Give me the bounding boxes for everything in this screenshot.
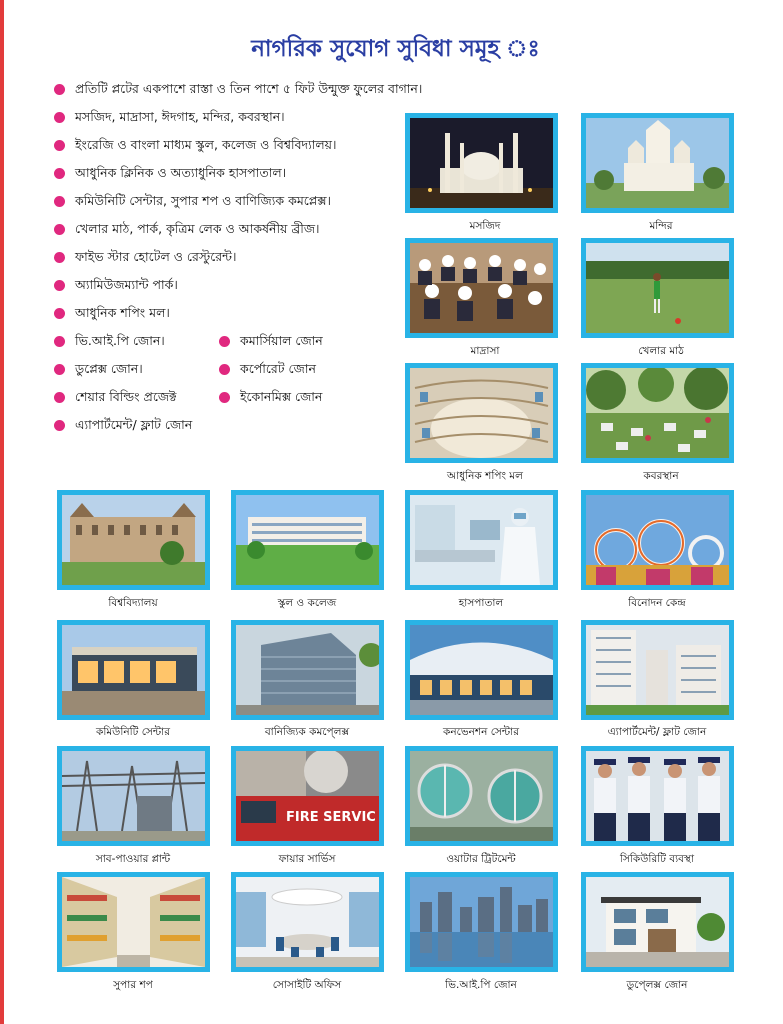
vip-zone-photo xyxy=(405,872,558,972)
bullet-icon xyxy=(54,168,65,179)
list-item: আধুনিক শপিং মল। xyxy=(54,305,170,325)
water-treatment-caption: ওয়াটার ট্রিটমেন্ট xyxy=(446,853,516,865)
list-item: ইংরেজি ও বাংলা মাধ্যম স্কুল, কলেজ ও বিশ্ববিদ্যালয়। xyxy=(54,137,337,157)
amusement-caption: বিনোদন কেন্দ্র xyxy=(628,597,686,609)
bullet-icon xyxy=(219,392,230,403)
school-photo xyxy=(231,490,384,590)
list-item: ফাইভ স্টার হোটেল ও রেস্টুরেন্ট। xyxy=(54,249,236,269)
bullet-icon xyxy=(219,336,230,347)
commercial-caption: বানিজ্যিক কমপে্লক্স xyxy=(264,726,350,738)
fire-service-photo xyxy=(231,746,384,846)
temple-photo xyxy=(581,113,734,213)
water-treatment-photo xyxy=(405,746,558,846)
substation-photo xyxy=(57,746,210,846)
security-caption: সিকিউরিটি ব্যবস্থা xyxy=(619,853,695,865)
hospital-photo xyxy=(405,490,558,590)
mall-photo xyxy=(405,363,558,463)
bullet-icon xyxy=(219,364,230,375)
substation-caption: সাব-পাওয়ার প্লান্ট xyxy=(95,853,171,865)
bullet-icon xyxy=(54,420,65,431)
supershop-caption: সুপার শপ xyxy=(113,979,153,991)
bullet-icon xyxy=(54,364,65,375)
convention-caption: কনভেনশন সেন্টার xyxy=(442,726,520,738)
mosque-photo xyxy=(405,113,558,213)
mall-caption: আধুনিক শপিং মল xyxy=(447,470,523,482)
convention-photo xyxy=(405,620,558,720)
list-item: আধুনিক ক্লিনিক ও অত্যাধুনিক হাসপাতাল। xyxy=(54,165,286,185)
bullet-icon xyxy=(54,336,65,347)
university-photo xyxy=(57,490,210,590)
bullet-icon xyxy=(54,280,65,291)
bullet-icon xyxy=(54,252,65,263)
graveyard-caption: কবরস্থান xyxy=(643,470,679,482)
list-item: প্রতিটি প্লটের একপাশে রাস্তা ও তিন পাশে ৫ ফিট উন্মুক্ত ফুলের বাগান। xyxy=(54,81,422,101)
bullet-icon xyxy=(54,308,65,319)
commercial-photo xyxy=(231,620,384,720)
bullet-icon xyxy=(54,84,65,95)
amusement-photo xyxy=(581,490,734,590)
mosque-caption: মসজিদ xyxy=(469,220,501,232)
community-photo xyxy=(57,620,210,720)
list-item: মসজিদ, মাদ্রাসা, ঈদগাহ, মন্দির, কবরস্থান। xyxy=(54,109,285,129)
playground-caption: খেলার মাঠ xyxy=(638,345,684,357)
fire-service-caption: ফায়ার সার্ভিস xyxy=(278,853,336,865)
temple-caption: মন্দির xyxy=(649,220,673,232)
list-item: খেলার মাঠ, পার্ক, কৃত্রিম লেক ও আকর্ষনীয় ব্রীজ। xyxy=(54,221,319,241)
supershop-photo xyxy=(57,872,210,972)
bullet-icon xyxy=(54,112,65,123)
bullet-icon xyxy=(54,196,65,207)
list-item: এ্যাপার্টমেন্ট/ ফ্লাট জোন xyxy=(54,417,192,437)
list-item: কমার্সিয়াল জোন xyxy=(219,333,323,353)
graveyard-photo xyxy=(581,363,734,463)
school-caption: স্কুল ও কলেজ xyxy=(277,597,337,609)
list-item: কমিউনিটি সেন্টার, সুপার শপ ও বাণিজ্যিক কমপ্লেক্স। xyxy=(54,193,331,213)
list-item: ডুপ্লেক্স জোন। xyxy=(54,361,143,381)
hospital-caption: হাসপাতাল xyxy=(458,597,504,609)
page-title: নাগরিক সুযোগ সুবিধা সমূহ ঃ xyxy=(251,36,540,62)
madrasa-caption: মাদ্রাসা xyxy=(470,345,500,357)
society-office-caption: সোসাইটি অফিস xyxy=(272,979,342,991)
list-item: অ্যামিউজম্যান্ট পার্ক। xyxy=(54,277,178,297)
vip-zone-caption: ভি.আই.পি জোন xyxy=(445,979,517,991)
list-item: কর্পোরেট জোন xyxy=(219,361,316,381)
list-item: ইকোনমিক্স জোন xyxy=(219,389,322,409)
playground-photo xyxy=(581,238,734,338)
apartment-photo xyxy=(581,620,734,720)
duplex-photo xyxy=(581,872,734,972)
community-caption: কমিউনিটি সেন্টার xyxy=(96,726,170,738)
madrasa-photo xyxy=(405,238,558,338)
bullet-icon xyxy=(54,140,65,151)
bullet-icon xyxy=(54,224,65,235)
university-caption: বিশ্ববিদ্যালয় xyxy=(108,597,158,609)
list-item: শেয়ার বিল্ডিং প্রজেক্ট xyxy=(54,389,177,409)
list-item: ভি.আই.পি জোন। xyxy=(54,333,165,353)
society-office-photo xyxy=(231,872,384,972)
duplex-caption: ডুপে্লক্স জোন xyxy=(626,979,688,991)
apartment-caption: এ্যাপার্টমেন্ট/ ফ্লাট জোন xyxy=(607,726,707,738)
security-photo xyxy=(581,746,734,846)
bullet-icon xyxy=(54,392,65,403)
fire-truck-text: FIRE SERVIC xyxy=(286,810,376,825)
